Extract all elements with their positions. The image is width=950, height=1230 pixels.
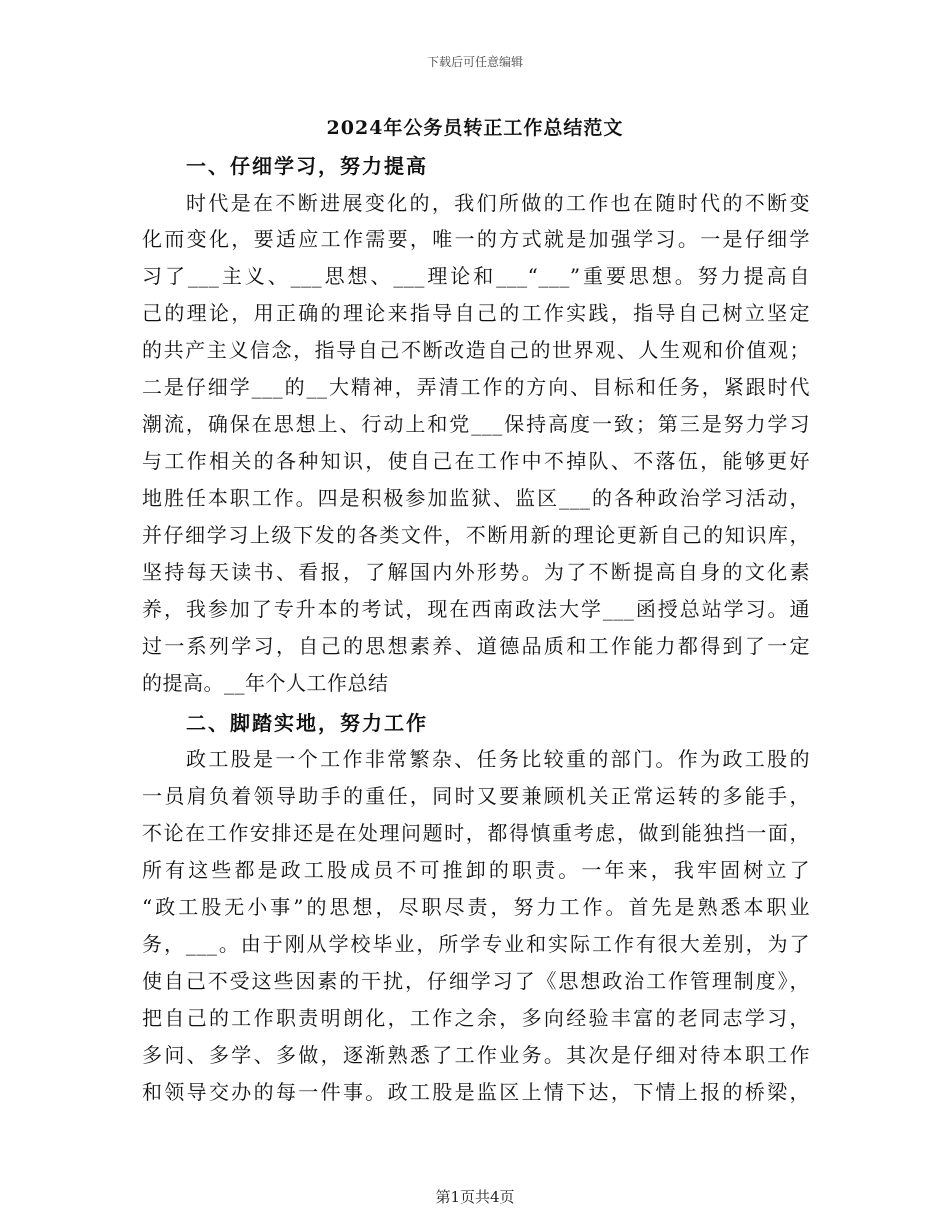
paragraph-line: 坚持每天读书、看报，了解国内外形势。为了不断提高自身的文化素 (142, 560, 810, 584)
page-number: 第1页共4页 (435, 1188, 515, 1206)
paragraph-line: 所有这些都是政工股成员不可推卸的职责。一年来，我牢固树立了 (142, 858, 810, 882)
paragraph-line: 使自己不受这些因素的干扰，仔细学习了《思想政治工作管理制度》， (142, 969, 810, 993)
paragraph-line: 务，___。由于刚从学校毕业，所学专业和实际工作有很大差别，为了 (142, 932, 810, 956)
paragraph-line: 一员肩负着领导助手的重任，同时又要兼顾机关正常运转的多能手， (142, 784, 810, 808)
paragraph-line: 时代是在不断进展变化的，我们所做的工作也在随时代的不断变 (186, 191, 810, 215)
paragraph-line: 化而变化，要适应工作需要，唯一的方式就是加强学习。一是仔细学 (142, 227, 810, 251)
paragraph-line: 的共产主义信念，指导自己不断改造自己的世界观、人生观和价值观； (142, 338, 810, 362)
paragraph-line: 并仔细学习上级下发的各类文件，不断用新的理论更新自己的知识库， (142, 523, 810, 547)
paragraph-line: 多问、多学、多做，逐渐熟悉了工作业务。其次是仔细对待本职工作 (142, 1043, 810, 1067)
paragraph-line: 己的理论，用正确的理论来指导自己的工作实践，指导自己树立坚定 (142, 301, 810, 325)
paragraph-line: 养，我参加了专升本的考试，现在西南政法大学___函授总站学习。通 (142, 597, 810, 621)
paragraph-line: 把自己的工作职责明朗化，工作之余，多向经验丰富的老同志学习， (142, 1006, 810, 1030)
paragraph-line: 和领导交办的每一件事。政工股是监区上情下达，下情上报的桥梁， (142, 1080, 810, 1104)
paragraph-line: “政工股无小事”的思想，尽职尽责，努力工作。首先是熟悉本职业 (142, 895, 810, 919)
paragraph-line: 过一系列学习，自己的思想素养、道德品质和工作能力都得到了一定 (142, 634, 810, 658)
section-heading-2: 二、脚踏实地，努力工作 (186, 711, 428, 735)
paragraph-line: 政工股是一个工作非常繁杂、任务比较重的部门。作为政工股的 (186, 747, 810, 771)
paragraph-line: 潮流，确保在思想上、行动上和党___保持高度一致；第三是努力学习 (142, 412, 810, 436)
paragraph-line: 二是仔细学___的__大精神，弄清工作的方向、目标和任务，紧跟时代 (142, 375, 810, 399)
document-title: 2024年公务员转正工作总结范文 (326, 117, 624, 139)
paragraph-line: 习了___主义、___思想、___理论和___“___”重要思想。努力提高自 (142, 264, 810, 288)
paragraph-line: 与工作相关的各种知识，使自己在工作中不掉队、不落伍，能够更好 (142, 449, 810, 473)
paragraph-line: 地胜任本职工作。四是积极参加监狱、监区___的各种政治学习活动， (142, 486, 810, 510)
paragraph-line: 的提高。__年个人工作总结 (142, 671, 389, 695)
paragraph-line: 不论在工作安排还是在处理问题时，都得慎重考虑，做到能独挡一面， (142, 821, 810, 845)
header-note: 下载后可任意编辑 (426, 55, 523, 69)
section-heading-1: 一、仔细学习，努力提高 (186, 154, 428, 178)
